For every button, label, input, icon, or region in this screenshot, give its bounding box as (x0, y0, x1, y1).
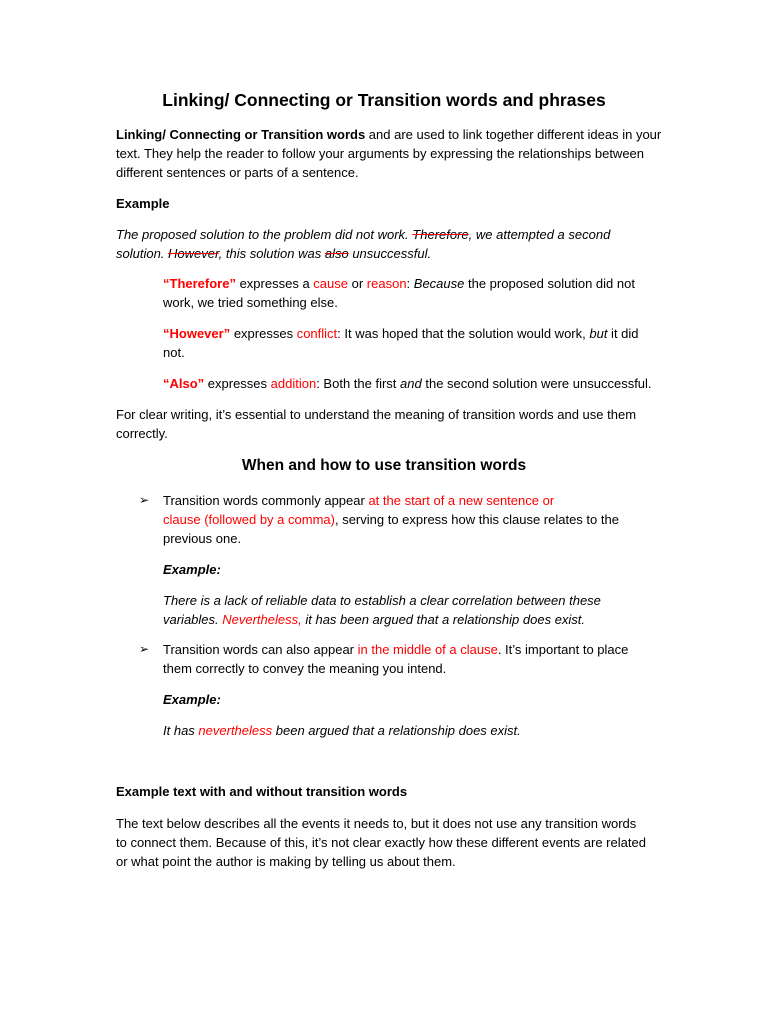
term-word: “However” (163, 326, 231, 341)
explanation-text: expresses a (235, 276, 314, 291)
explanation-text: : It was hoped that the solution would work, (337, 326, 590, 341)
clear-writing-line-1: For clear writing, it’s essential to understand the meaning of transition words and use them (116, 407, 637, 422)
term-reason: reason (366, 276, 407, 291)
bullet-2-line-2: them correctly to convey the meaning you intend. (163, 661, 447, 676)
example-text: It has (163, 723, 199, 738)
bullet-2-example-label: Example: (163, 692, 221, 707)
term-cause: cause (313, 276, 348, 291)
bullet-highlight: at the start of a new sentence or (368, 493, 555, 508)
example-line-1 (116, 225, 610, 244)
arrow-bullet-icon: ➢ (139, 493, 150, 507)
example-highlight: nevertheless (198, 723, 273, 738)
explanation-text: it did (607, 326, 639, 341)
struck-also: also (324, 246, 349, 261)
bullet-1-line-3: previous one. (163, 531, 242, 546)
explanation-italic: and (400, 376, 422, 391)
example-text: , this solution was (218, 246, 325, 261)
struck-however: However (168, 246, 219, 261)
explanation-text: or (348, 276, 367, 291)
term-word: “Therefore” (163, 276, 236, 291)
example-text-heading: Example text with and without transition words (116, 784, 408, 799)
example-heading: Example (116, 196, 170, 211)
example-text: , we attempted a second (468, 227, 611, 242)
example-highlight: Nevertheless, (222, 612, 302, 627)
explanation-text: the second solution were unsuccessful. (421, 376, 652, 391)
explanation-therefore-line-2: work, we tried something else. (163, 295, 338, 310)
closing-line-1: The text below describes all the events it needs to, but it does not use any transition words (116, 816, 637, 831)
bullet-1-line-2 (163, 510, 619, 529)
arrow-bullet-icon: ➢ (139, 642, 150, 656)
term-word: “Also” (163, 376, 205, 391)
explanation-however (163, 324, 639, 343)
example-text: been argued that a relationship does exist. (272, 723, 521, 738)
example-text: unsuccessful. (348, 246, 432, 261)
explanation-text: the proposed solution did not (464, 276, 635, 291)
example-text: solution. (116, 246, 169, 261)
intro-line-3: different sentences or parts of a sentence. (116, 165, 359, 180)
explanation-therefore (163, 274, 635, 293)
example-text: it has been argued that a relationship does exist. (301, 612, 586, 627)
closing-line-2: to connect them. Because of this, it’s not clear exactly how these different events are related (116, 835, 646, 850)
bullet-1-example-line-1: There is a lack of reliable data to establish a clear correlation between these (163, 593, 601, 608)
example-text: variables. (163, 612, 223, 627)
explanation-text: : (406, 276, 414, 291)
page-title: Linking/ Connecting or Transition words and phrases (162, 90, 606, 110)
bullet-1-example-label: Example: (163, 562, 221, 577)
bullet-text: , serving to express how this clause relates to the (334, 512, 619, 527)
bullet-highlight: in the middle of a clause (357, 642, 498, 657)
bullet-text: Transition words can also appear (163, 642, 358, 657)
bullet-highlight: clause (followed by a comma) (163, 512, 335, 527)
bullet-1-example-line-2 (163, 610, 585, 629)
explanation-italic: but (589, 326, 608, 341)
bullet-2-example-line (163, 721, 521, 740)
bullet-text: Transition words commonly appear (163, 493, 369, 508)
bullet-2-line-1 (163, 640, 628, 659)
bullet-text: . It’s important to place (497, 642, 629, 657)
bullet-1-line-1 (163, 491, 554, 510)
explanation-italic: Because (413, 276, 465, 291)
intro-line-2: text. They help the reader to follow your arguments by expressing the relationships between (116, 146, 645, 161)
intro-rest: and are used to link together different ideas in your (365, 127, 662, 142)
clear-writing-line-2: correctly. (116, 426, 168, 441)
explanation-text: : Both the first (316, 376, 401, 391)
term-addition: addition (270, 376, 317, 391)
example-text: The proposed solution to the problem did not work. (116, 227, 413, 242)
intro-bold: Linking/ Connecting or Transition words (116, 127, 366, 142)
example-line-2 (116, 244, 431, 263)
term-conflict: conflict (296, 326, 338, 341)
intro-line-1 (116, 125, 661, 144)
explanation-text: expresses (204, 376, 271, 391)
explanation-however-line-2: not. (163, 345, 185, 360)
explanation-also (163, 374, 652, 393)
struck-therefore: Therefore (412, 227, 469, 242)
section-heading: When and how to use transition words (241, 457, 527, 474)
closing-line-3: or what point the author is making by telling us about them. (116, 854, 456, 869)
explanation-text: expresses (230, 326, 297, 341)
